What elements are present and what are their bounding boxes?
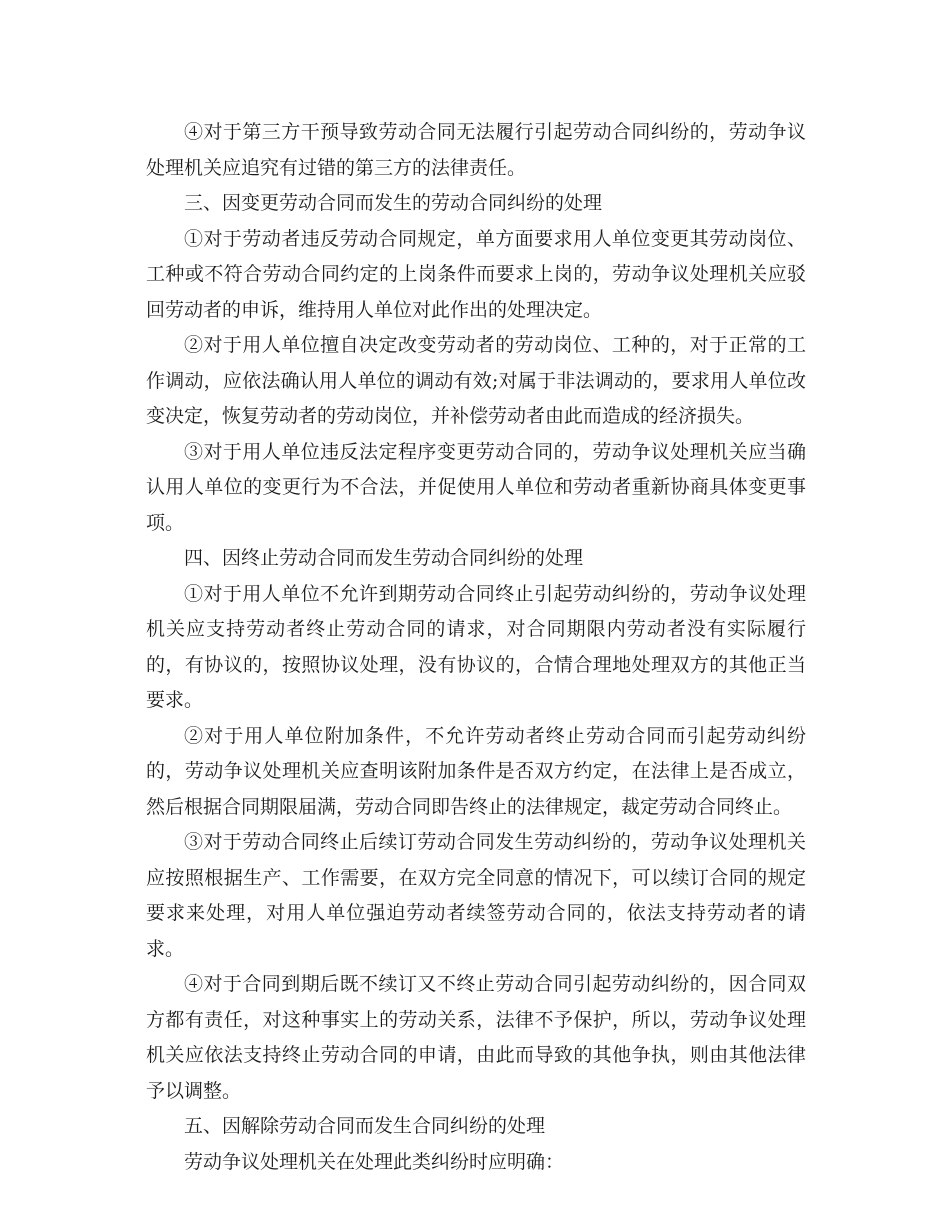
paragraph-change-item-1: ①对于劳动者违反劳动合同规定，单方面要求用人单位变更其劳动岗位、工种或不符合劳动合同约定的上岗条件而要求上岗的，劳动争议处理机关应驳回劳动者的申诉，维持用人单位对此作出的处理决定。 [146, 227, 806, 321]
paragraph-termination-item-2: ②对于用人单位附加条件，不允许劳动者终止劳动合同而引起劳动纠纷的，劳动争议处理机关应查明该附加条件是否双方约定，在法律上是否成立，然后根据合同期限届满，劳动合同即告终止的法律规定，裁定劳动合同终止。 [146, 724, 806, 818]
section-heading-5-contract-dissolution: 五、因解除劳动合同而发生合同纠纷的处理 [184, 1115, 546, 1137]
document-body [146, 115, 806, 1180]
paragraph-third-party-liability: ④对于第三方干预导致劳动合同无法履行引起劳动合同纠纷的，劳动争议处理机关应追究有过错的第三方的法律责任。 [146, 121, 806, 179]
paragraph-change-item-2: ②对于用人单位擅自决定改变劳动者的劳动岗位、工种的，对于正常的工作调动，应依法确认用人单位的调动有效;对属于非法调动的，要求用人单位改变决定，恢复劳动者的劳动岗位，并补偿劳动者由此而造成的经济损失。 [146, 334, 806, 427]
paragraph-termination-item-3: ③对于劳动合同终止后续订劳动合同发生劳动纠纷的，劳动争议处理机关应按照根据生产、工作需要，在双方完全同意的情况下，可以续订合同的规定要求来处理，对用人单位强迫劳动者续签劳动合同的，依法支持劳动者的请求。 [146, 831, 806, 960]
section-heading-4-contract-termination: 四、因终止劳动合同而发生劳动合同纠纷的处理 [184, 547, 584, 569]
paragraph-termination-item-1: ①对于用人单位不允许到期劳动合同终止引起劳动纠纷的，劳动争议处理机关应支持劳动者终止劳动合同的请求，对合同期限内劳动者没有实际履行的，有协议的，按照协议处理，没有协议的，合情合理地处理双方的其他正当要求。 [146, 582, 806, 711]
paragraph-dissolution-intro: 劳动争议处理机关在处理此类纠纷时应明确： [184, 1150, 565, 1173]
paragraph-change-item-3: ③对于用人单位违反法定程序变更劳动合同的，劳动争议处理机关应当确认用人单位的变更行为不合法，并促使用人单位和劳动者重新协商具体变更事项。 [146, 440, 806, 534]
paragraph-termination-item-4: ④对于合同到期后既不续订又不终止劳动合同引起劳动纠纷的，因合同双方都有责任，对这种事实上的劳动关系，法律不予保护，所以，劳动争议处理机关应依法支持终止劳动合同的申请，由此而导致的其他争执，则由其他法律予以调整。 [146, 973, 806, 1102]
section-heading-3-contract-change: 三、因变更劳动合同而发生的劳动合同纠纷的处理 [184, 192, 603, 214]
